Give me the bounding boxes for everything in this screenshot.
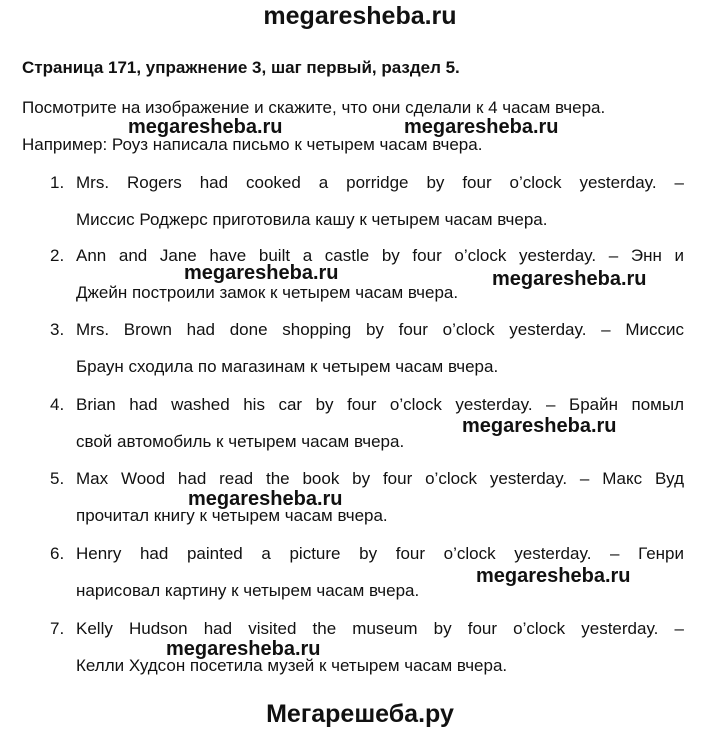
item-russian: свой автомобиль к четырем часам вчера.: [76, 432, 405, 451]
watermark: megaresheba.ru: [128, 116, 283, 138]
watermark: megaresheba.ru: [492, 268, 647, 290]
item-number: 7.: [50, 619, 65, 638]
item-english: Max Wood had read the book by four o’clock yesterday. – Макс Вуд: [76, 469, 684, 488]
item-number: 2.: [50, 246, 65, 265]
item-english: Ann and Jane have built a castle by four o’clock yesterday. – Энн и: [76, 246, 684, 265]
item-english: Brian had washed his car by four o’clock yesterday. – Брайн помыл: [76, 395, 684, 414]
exercise-heading: Страница 171, упражнение 3, шаг первый, раздел 5.: [22, 58, 460, 77]
example-text: Например: Роуз написала письмо к четырем часам вчера.: [22, 135, 483, 154]
item-english: Kelly Hudson had visited the museum by four o’clock yesterday. –: [76, 619, 684, 638]
item-russian: Джейн построили замок к четырем часам вчера.: [76, 283, 459, 302]
item-russian: Миссис Роджерс приготовила кашу к четырем часам вчера.: [76, 210, 548, 229]
item-english: Mrs. Rogers had cooked a porridge by four o’clock yesterday. –: [76, 173, 684, 192]
item-number: 4.: [50, 395, 65, 414]
site-title: megaresheba.ru: [263, 2, 457, 30]
watermark: megaresheba.ru: [404, 116, 559, 138]
watermark: megaresheba.ru: [166, 638, 321, 660]
instruction-text: Посмотрите на изображение и скажите, что они сделали к 4 часам вчера.: [22, 98, 606, 117]
watermark: megaresheba.ru: [184, 262, 339, 284]
item-number: 1.: [50, 173, 65, 192]
item-russian: прочитал книгу к четырем часам вчера.: [76, 506, 388, 525]
item-russian: нарисовал картину к четырем часам вчера.: [76, 581, 420, 600]
item-number: 6.: [50, 544, 65, 563]
item-russian: Келли Худсон посетила музей к четырем часам вчера.: [76, 656, 508, 675]
item-number: 3.: [50, 320, 65, 339]
footer-title: Мегарешеба.ру: [266, 700, 454, 728]
item-english: Mrs. Brown had done shopping by four o’clock yesterday. – Миссис: [76, 320, 684, 339]
item-english: Henry had painted a picture by four o’clock yesterday. – Генри: [76, 544, 684, 563]
item-russian: Браун сходила по магазинам к четырем часам вчера.: [76, 357, 499, 376]
watermark: megaresheba.ru: [188, 488, 343, 510]
watermark: megaresheba.ru: [476, 565, 631, 587]
watermark: megaresheba.ru: [462, 415, 617, 437]
item-number: 5.: [50, 469, 65, 488]
